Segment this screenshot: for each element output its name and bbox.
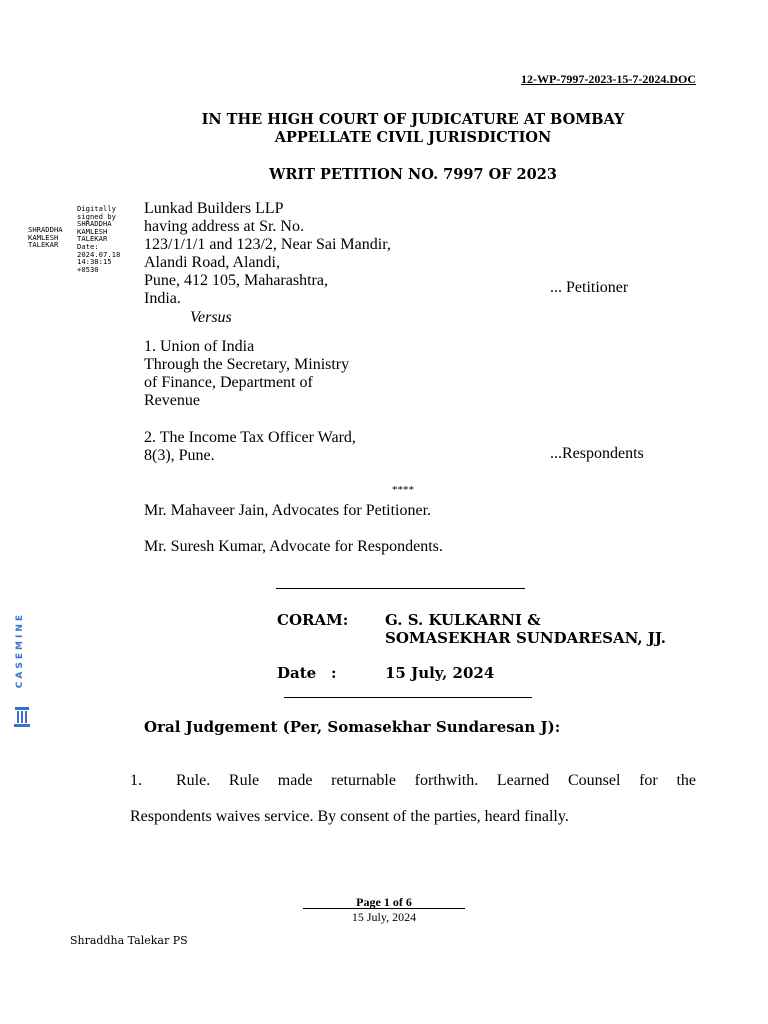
paragraph-number: 1. xyxy=(130,772,142,789)
casemine-logo-icon xyxy=(13,706,31,730)
coram-judges-line2: SOMASEKHAR SUNDARESAN, JJ. xyxy=(385,629,667,647)
respondent-2-details: 2. The Income Tax Officer Ward, 8(3), Pune. xyxy=(144,429,356,464)
judgement-heading: Oral Judgement (Per, Somasekhar Sundaresan J): xyxy=(144,718,561,736)
footer-rule xyxy=(303,908,465,909)
versus-label: Versus xyxy=(190,309,232,326)
coram-bottom-rule xyxy=(284,697,532,698)
paragraph-line-2: Respondents waives service. By consent of the parties, heard finally. xyxy=(130,808,569,825)
counsel-respondents: Mr. Suresh Kumar, Advocate for Respondents. xyxy=(144,538,443,555)
petitioner-details: Lunkad Builders LLP having address at Sr. No. 123/1/1/1 and 123/2, Near Sai Mandir, Alandi Road, Alandi, Pune, 412 105, Maharashtra, India. xyxy=(144,200,391,307)
date-colon: : xyxy=(331,664,337,682)
coram-label: CORAM: xyxy=(277,611,349,629)
jurisdiction: APPELLATE CIVIL JURISDICTION xyxy=(274,129,552,146)
separator-stars: **** xyxy=(392,484,414,496)
footer-author: Shraddha Talekar PS xyxy=(70,934,188,947)
casemine-watermark xyxy=(6,612,36,732)
counsel-petitioner: Mr. Mahaveer Jain, Advocates for Petitioner. xyxy=(144,502,432,519)
respondents-role: ...Respondents xyxy=(550,445,644,462)
respondent-1-details: 1. Union of India Through the Secretary, Ministry of Finance, Department of Revenue xyxy=(144,338,350,409)
signature-details: Digitally signed by SHRADDHA KAMLESH TALEKAR Date: 2024.07.18 14:38:15 +0530 xyxy=(77,204,121,274)
page-number: Page 1 of 6 xyxy=(356,895,412,909)
date-label: Date xyxy=(277,664,317,682)
document-reference: 12-WP-7997-2023-15-7-2024.DOC xyxy=(521,72,696,86)
coram-top-rule xyxy=(276,588,525,589)
petition-number: WRIT PETITION NO. 7997 OF 2023 xyxy=(269,166,557,183)
casemine-wordmark: CASEMINE xyxy=(15,612,25,689)
court-name: IN THE HIGH COURT OF JUDICATURE AT BOMBAY xyxy=(201,111,625,128)
footer-date: 15 July, 2024 xyxy=(351,910,417,924)
petitioner-role: ... Petitioner xyxy=(550,279,629,296)
signature-name: SHRADDHA KAMLESH TALEKAR xyxy=(28,225,63,250)
coram-judges-line1: G. S. KULKARNI & xyxy=(385,611,541,629)
date-value: 15 July, 2024 xyxy=(385,664,495,682)
paragraph-line-1: Rule. Rule made returnable forthwith. Learned Counsel for the xyxy=(176,772,696,789)
